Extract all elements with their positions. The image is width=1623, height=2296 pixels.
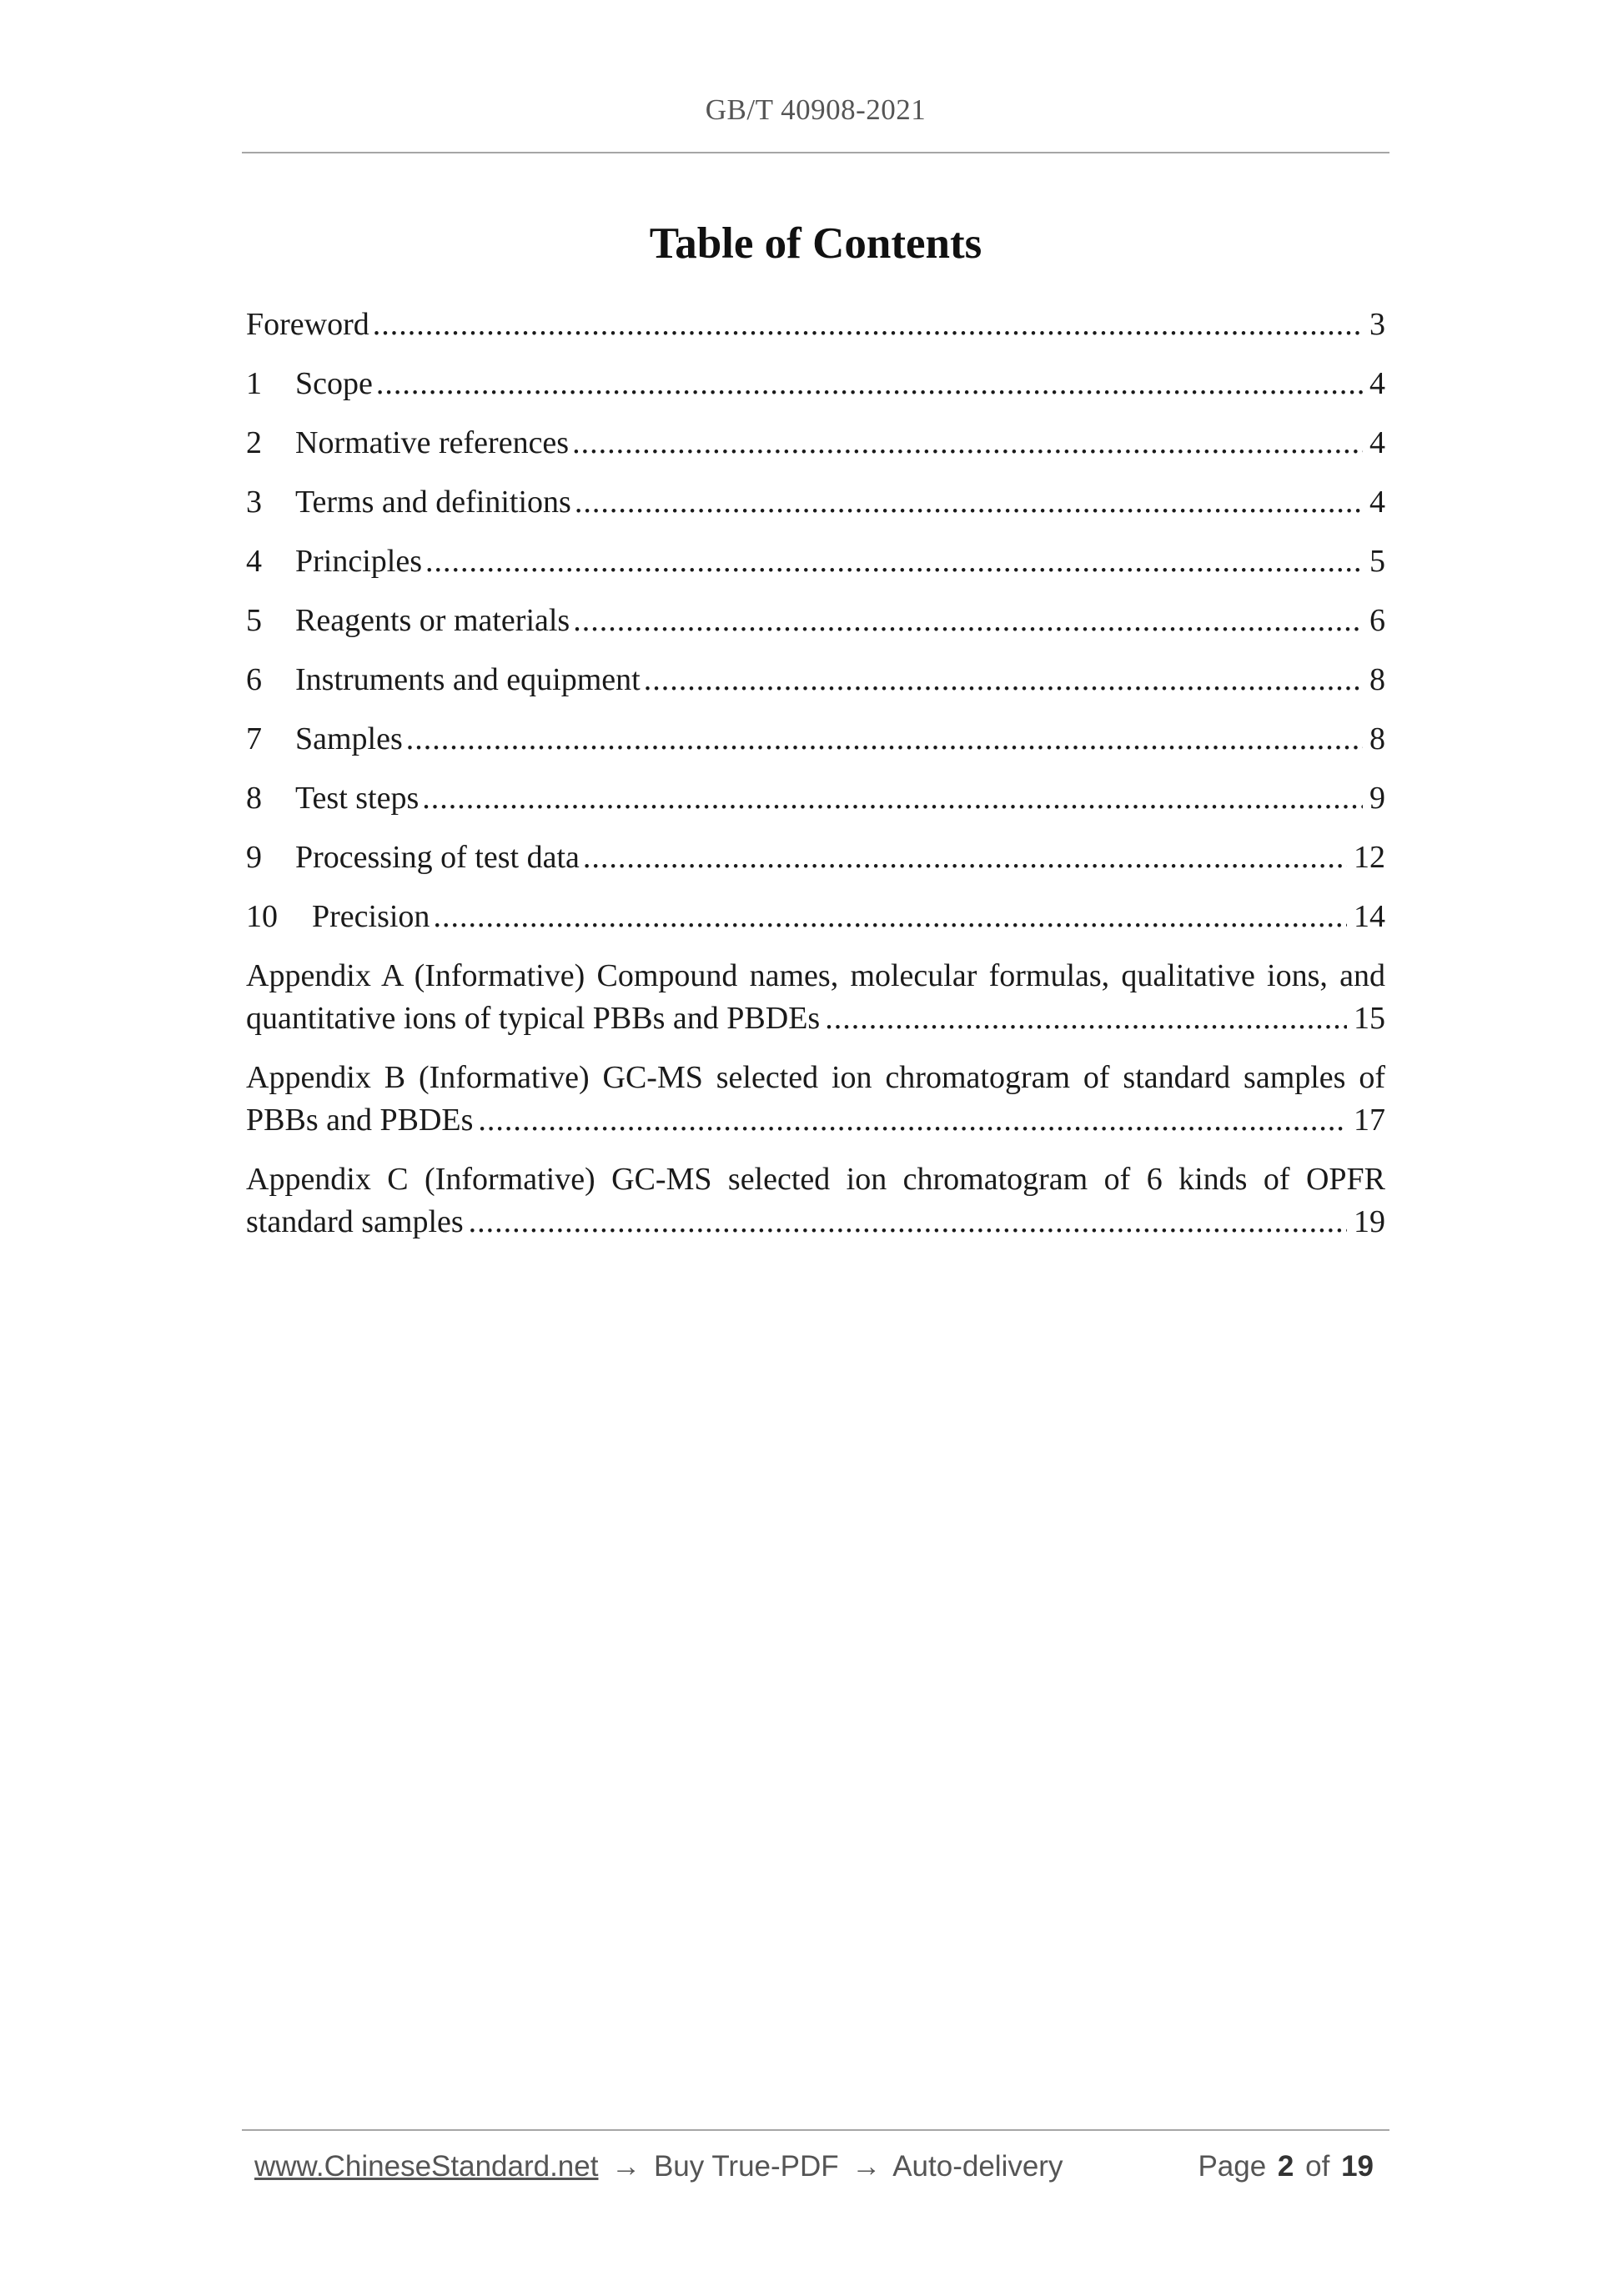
toc-entry-label-line1: Appendix A (Informative) Compound names, molecular formulas, qualitative ions, and (246, 958, 1385, 993)
toc-entry-label: Processing of test data (295, 840, 580, 875)
toc-entry-label: Instruments and equipment (295, 662, 641, 697)
dot-leader (478, 1099, 1347, 1142)
toc-entry-appendix-b[interactable] (246, 1057, 1385, 1142)
standard-code: GB/T 40908-2021 (705, 93, 927, 126)
page-counter (1198, 2150, 1377, 2183)
toc-entry-normative-references[interactable] (246, 422, 1385, 481)
dot-leader (644, 659, 1363, 701)
dot-leader (376, 363, 1363, 405)
toc-entry-page: 19 (1354, 1204, 1385, 1239)
toc-entry-appendix-c[interactable] (246, 1158, 1385, 1243)
toc-entry-label: Principles (295, 544, 422, 579)
toc-entry-page: 17 (1354, 1103, 1385, 1138)
current-page: 2 (1277, 2150, 1294, 2183)
toc-entry-number: 3 (246, 485, 262, 520)
toc-entry-reagents-or-materials[interactable] (246, 600, 1385, 659)
toc-entry-test-steps[interactable] (246, 777, 1385, 837)
toc-entry-label-line2: PBBs and PBDEs (246, 1103, 474, 1138)
toc-entry-number: 8 (246, 781, 262, 816)
toc-entry-label-line2: quantitative ions of typical PBBs and PBDEs (246, 1001, 821, 1036)
toc-entry-page: 8 (1369, 662, 1385, 697)
toc-entry-instruments-and-equipment[interactable] (246, 659, 1385, 718)
toc-entry-number: 5 (246, 603, 262, 638)
toc-entry-page: 4 (1369, 485, 1385, 520)
toc-entry-page: 9 (1369, 781, 1385, 816)
toc-entry-label: Samples (295, 721, 403, 756)
toc-entry-terms-and-definitions[interactable] (246, 481, 1385, 540)
toc-entry-page: 14 (1354, 899, 1385, 934)
toc-entry-label: Terms and definitions (295, 485, 571, 520)
toc-entry-number: 10 (246, 899, 278, 934)
toc-entry-page: 8 (1369, 721, 1385, 756)
dot-leader (583, 837, 1347, 879)
page-header (242, 93, 1389, 127)
toc-entry-page: 3 (1369, 307, 1385, 342)
toc-entry-foreword[interactable] (246, 304, 1385, 363)
toc-entry-label: Precision (312, 899, 430, 934)
dot-leader (422, 777, 1363, 820)
dot-leader (469, 1201, 1347, 1243)
toc-entry-label: Foreword (246, 307, 369, 342)
toc-entry-precision[interactable] (246, 896, 1385, 955)
toc-entry-principles[interactable] (246, 540, 1385, 600)
toc-entry-label: Normative references (295, 425, 570, 460)
dot-leader (406, 718, 1363, 761)
toc-entry-label-line1: Appendix C (Informative) GC-MS selected ion chromatogram of 6 kinds of OPFR (246, 1162, 1385, 1197)
footer-promo (254, 2150, 1063, 2183)
toc-entry-page: 15 (1354, 1001, 1385, 1036)
dot-leader (572, 422, 1363, 465)
toc-entry-scope[interactable] (246, 363, 1385, 422)
toc-entry-number: 2 (246, 425, 262, 460)
buy-text: Buy True-PDF (653, 2150, 839, 2183)
toc-entry-page: 4 (1369, 366, 1385, 401)
toc-entry-page: 12 (1354, 840, 1385, 875)
dot-leader (425, 540, 1363, 583)
site-link[interactable]: www.ChineseStandard.net (254, 2150, 599, 2183)
toc-entry-number: 4 (246, 544, 262, 579)
toc-entry-appendix-a[interactable] (246, 955, 1385, 1040)
toc-entry-page: 4 (1369, 425, 1385, 460)
dot-leader (575, 481, 1363, 524)
toc-entry-samples[interactable] (246, 718, 1385, 777)
dot-leader (373, 304, 1363, 346)
footer-divider (242, 2129, 1389, 2131)
of-word: of (1305, 2150, 1330, 2183)
toc-entry-number: 7 (246, 721, 262, 756)
toc-entry-label: Scope (295, 366, 373, 401)
dot-leader (573, 600, 1363, 642)
toc-entry-number: 9 (246, 840, 262, 875)
toc-entry-label: Reagents or materials (295, 603, 570, 638)
header-divider (242, 152, 1389, 153)
toc-entry-label: Test steps (295, 781, 420, 816)
dot-leader (825, 997, 1347, 1040)
toc-entry-number: 1 (246, 366, 262, 401)
total-pages: 19 (1341, 2150, 1374, 2183)
toc-entry-number: 6 (246, 662, 262, 697)
toc-entry-processing-of-test-data[interactable] (246, 837, 1385, 896)
arrow-right-icon: → (611, 2150, 641, 2183)
table-of-contents (246, 304, 1385, 1260)
toc-entry-page: 6 (1369, 603, 1385, 638)
page-word: Page (1198, 2150, 1267, 2183)
toc-entry-page: 5 (1369, 544, 1385, 579)
arrow-right-icon: → (852, 2150, 882, 2183)
delivery-text: Auto-delivery (892, 2150, 1063, 2183)
toc-entry-label-line2: standard samples (246, 1204, 464, 1239)
dot-leader (433, 896, 1347, 938)
page-title: Table of Contents (649, 219, 982, 268)
toc-entry-label-line1: Appendix B (Informative) GC-MS selected ion chromatogram of standard samples of (246, 1060, 1385, 1095)
page-footer (254, 2150, 1377, 2183)
